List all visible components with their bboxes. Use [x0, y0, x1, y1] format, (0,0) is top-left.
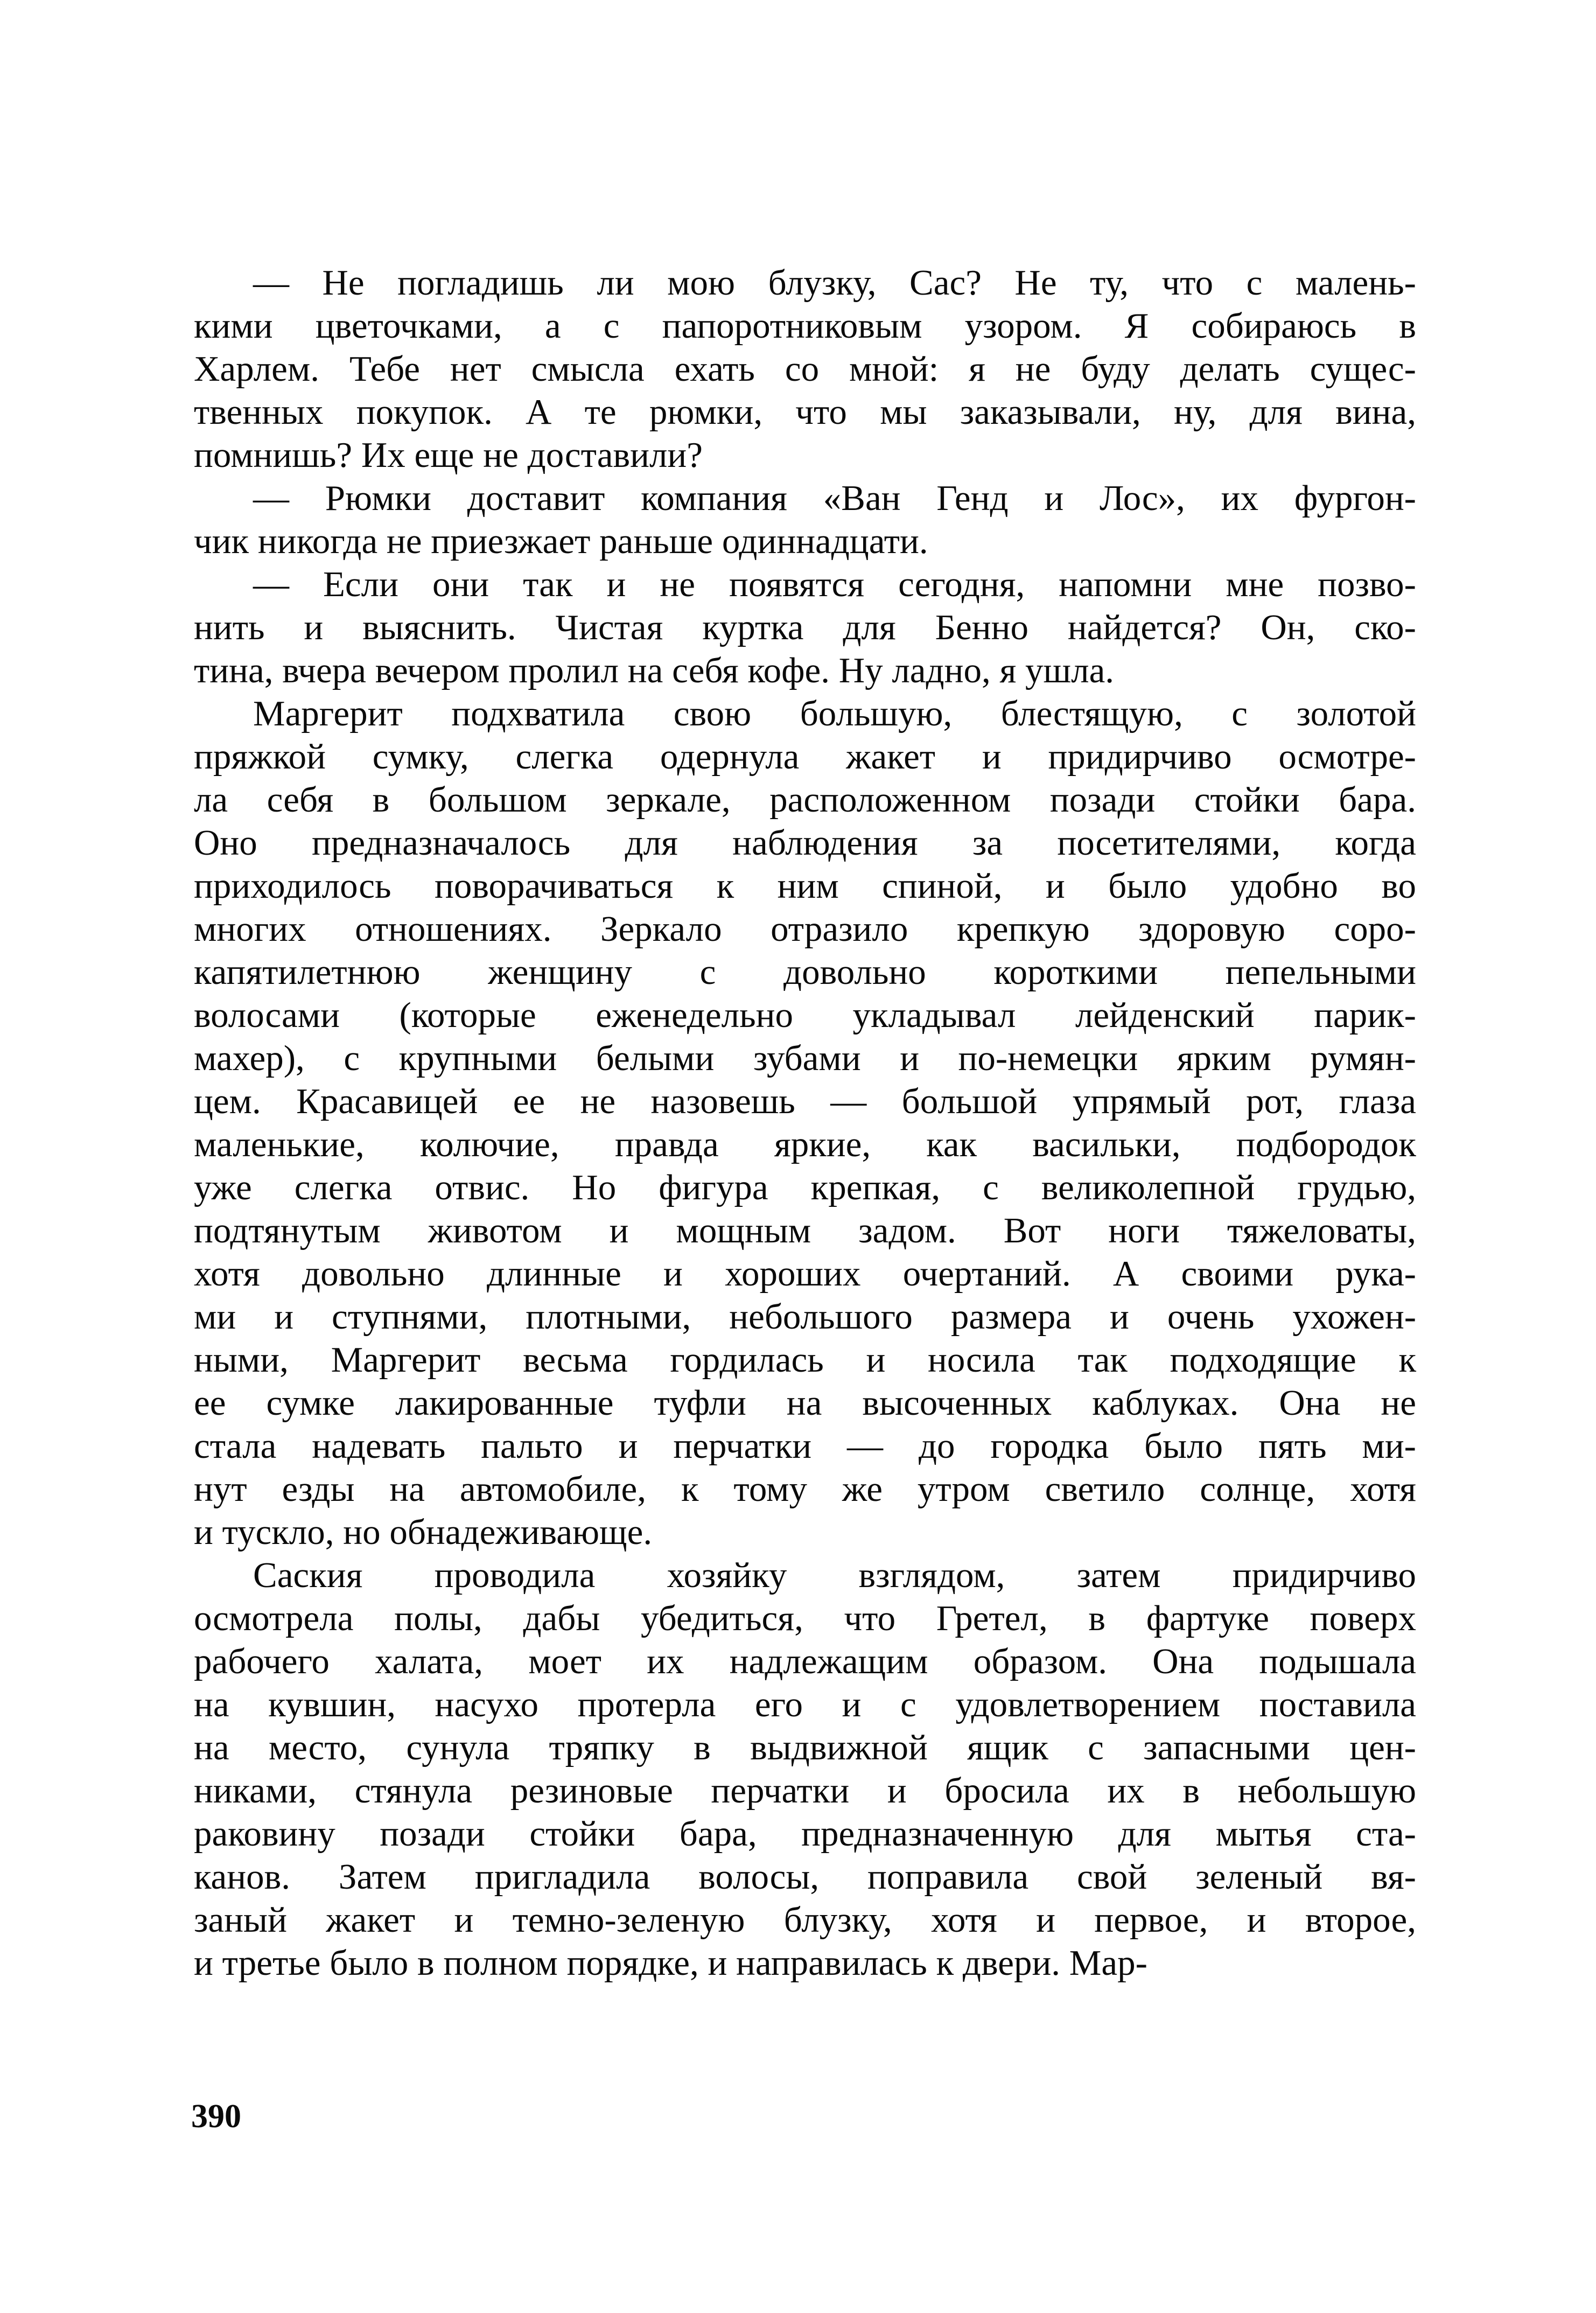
text-line: нут езды на автомобиле, к тому же утром светило солнце, хотя: [194, 1469, 1416, 1509]
text-line: ее сумке лакированные туфли на высоченных каблуках. Она не: [194, 1383, 1416, 1423]
text-line: ными, Маргерит весьма гордилась и носила так подходящие к: [194, 1340, 1416, 1380]
text-line: твенных покупок. А те рюмки, что мы заказывали, ну, для вина,: [194, 392, 1416, 432]
text-line: стала надевать пальто и перчатки — до городка было пять ми-: [194, 1426, 1416, 1466]
text-line: канов. Затем пригладила волосы, поправила свой зеленый вя-: [194, 1857, 1416, 1897]
text-line: многих отношениях. Зеркало отразило крепкую здоровую соро-: [194, 909, 1416, 949]
text-line: кими цветочками, а с папоротниковым узором. Я собираюсь в: [194, 306, 1416, 346]
text-line: уже слегка отвис. Но фигура крепкая, с великолепной грудью,: [194, 1168, 1416, 1207]
text-line: — Если они так и не появятся сегодня, напомни мне позво-: [253, 564, 1416, 604]
text-line: хотя довольно длинные и хороших очертаний. А своими рука-: [194, 1254, 1416, 1294]
text-line: капятилетнюю женщину с довольно короткими пепельными: [194, 952, 1416, 992]
text-line: пряжкой сумку, слегка одернула жакет и придирчиво осмотре-: [194, 737, 1416, 777]
paragraph: [194, 692, 1416, 1554]
text-line: ла себя в большом зеркале, расположенном позади стойки бара.: [194, 780, 1416, 820]
text-line: Маргерит подхватила свою большую, блестящую, с золотой: [253, 694, 1416, 733]
text-line: маленькие, колючие, правда яркие, как васильки, подбородок: [194, 1124, 1416, 1164]
text-line: — Рюмки доставит компания «Ван Генд и Лос», их фургон-: [253, 478, 1416, 518]
text-line: ми и ступнями, плотными, небольшого размера и очень ухожен-: [194, 1297, 1416, 1337]
text-line: и тускло, но обнадеживающе.: [194, 1512, 653, 1552]
text-line: цем. Красавицей ее не назовешь — большой упрямый рот, глаза: [194, 1081, 1416, 1121]
text-line: подтянутым животом и мощным задом. Вот ноги тяжеловаты,: [194, 1211, 1416, 1250]
paragraph: [194, 563, 1416, 692]
text-line: рабочего халата, моет их надлежащим образом. Она подышала: [194, 1641, 1416, 1681]
text-line: Оно предназначалось для наблюдения за посетителями, когда: [194, 823, 1416, 863]
text-line: помнишь? Их еще не доставили?: [194, 435, 703, 475]
text-line: Саския проводила хозяйку взглядом, затем придирчиво: [253, 1555, 1416, 1595]
text-line: на место, сунула тряпку в выдвижной ящик с запасными цен-: [194, 1728, 1416, 1767]
text-line: на кувшин, насухо протерла его и с удовлетворением поставила: [194, 1685, 1416, 1724]
text-line: махер), с крупными белыми зубами и по-немецки ярким румян-: [194, 1038, 1416, 1078]
text-line: и третье было в полном порядке, и направилась к двери. Мар-: [194, 1943, 1147, 1983]
text-line: нить и выяснить. Чистая куртка для Бенно найдется? Он, ско-: [194, 607, 1416, 647]
text-line: тина, вчера вечером пролил на себя кофе. Ну ладно, я ушла.: [194, 651, 1115, 690]
text-line: чик никогда не приезжает раньше одиннадцати.: [194, 521, 928, 561]
text-line: приходилось поворачиваться к ним спиной, и было удобно во: [194, 866, 1416, 906]
text-line: — Не погладишь ли мою блузку, Сас? Не ту, что с малень-: [253, 263, 1416, 303]
text-line: волосами (которые еженедельно укладывал лейденский парик-: [194, 995, 1416, 1035]
paragraph: [194, 261, 1416, 477]
paragraph: [194, 1554, 1416, 1984]
text-line: никами, стянула резиновые перчатки и бросила их в небольшую: [194, 1771, 1416, 1811]
text-line: раковину позади стойки бара, предназначенную для мытья ста-: [194, 1814, 1416, 1854]
text-line: осмотрела полы, дабы убедиться, что Гретел, в фартуке поверх: [194, 1598, 1416, 1638]
page-number: 390: [191, 2098, 241, 2135]
body-text: [194, 261, 1416, 1984]
text-line: Харлем. Тебе нет смысла ехать со мной: я не буду делать сущес-: [194, 349, 1416, 389]
text-line: заный жакет и темно-зеленую блузку, хотя и первое, и второе,: [194, 1900, 1416, 1940]
paragraph: [194, 477, 1416, 563]
